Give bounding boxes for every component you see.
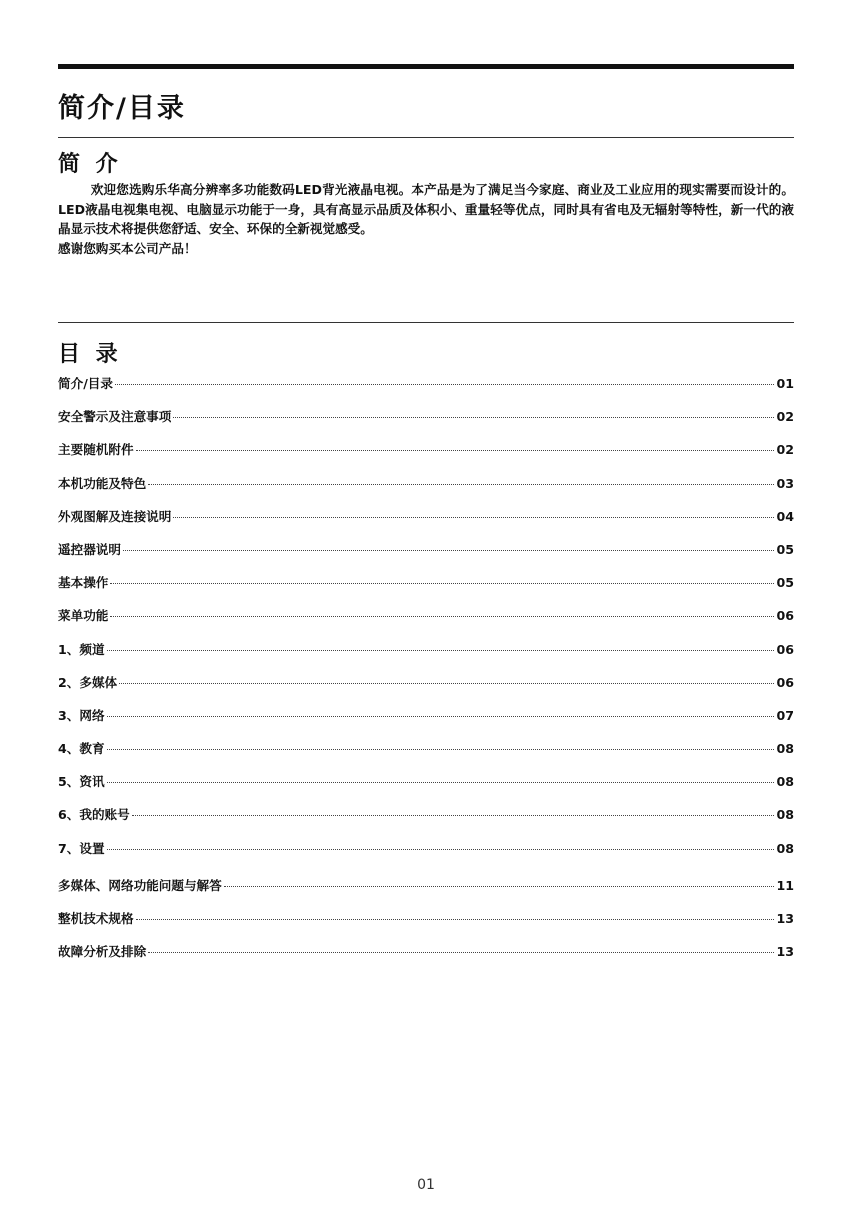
toc-entry-page: 08 xyxy=(776,774,794,790)
toc-entry-label: 主要随机附件 xyxy=(58,442,134,458)
toc-entry-label: 4、教育 xyxy=(58,741,105,757)
intro-body: 欢迎您选购乐华高分辨率多功能数码LED背光液晶电视。本产品是为了满足当今家庭、商业及工业应用的现实需要而设计的。LED液晶电视集电视、电脑显示功能于一身，具有高显示品质及体积小、重量轻等优点，同时具有省电及无辐射等特性，新一代的液晶显示技术将提供您舒适、安全、环保的全新视觉感受。 xyxy=(58,182,794,236)
toc-title: 目 录 xyxy=(58,342,122,367)
toc-entry-label: 1、频道 xyxy=(58,641,105,657)
toc-entry-page: 01 xyxy=(776,376,794,391)
toc-dot-leader xyxy=(148,952,774,953)
toc-dot-leader xyxy=(119,683,774,684)
toc-entry-page: 05 xyxy=(776,541,794,557)
toc-entry-label: 多媒体、网络功能问题与解答 xyxy=(58,877,222,893)
toc-entry[interactable] xyxy=(58,804,794,837)
toc-entry-page: 08 xyxy=(776,741,794,757)
toc-entry-label: 基本操作 xyxy=(58,575,109,591)
toc-dot-leader xyxy=(107,782,775,783)
toc-entry[interactable] xyxy=(58,373,794,406)
intro-title: 简 介 xyxy=(58,152,122,177)
toc-entry-page: 13 xyxy=(776,911,794,926)
toc-entry[interactable] xyxy=(58,838,794,871)
intro-paragraph xyxy=(58,180,794,258)
toc-entry[interactable] xyxy=(58,506,794,539)
toc-dot-leader xyxy=(224,886,775,887)
toc-dot-leader xyxy=(107,716,775,717)
toc-dot-leader xyxy=(132,815,775,816)
page-title: 简介/目录 xyxy=(58,93,186,124)
toc-entry[interactable] xyxy=(58,439,794,472)
toc-dot-leader xyxy=(110,616,774,617)
toc-entry-page: 06 xyxy=(776,674,794,690)
toc-dot-leader xyxy=(107,749,775,750)
toc-entry[interactable] xyxy=(58,406,794,439)
toc-entry[interactable] xyxy=(58,639,794,672)
toc-dot-leader xyxy=(173,417,774,418)
toc-dot-leader xyxy=(136,450,775,451)
toc-entry[interactable] xyxy=(58,738,794,771)
toc-entry-page: 03 xyxy=(776,475,794,491)
toc-entry-label: 3、网络 xyxy=(58,707,105,723)
toc-entry-label: 遥控器说明 xyxy=(58,541,121,557)
toc-entry[interactable] xyxy=(58,572,794,605)
top-rule xyxy=(58,64,794,69)
toc-entry-label: 故障分析及排除 xyxy=(58,944,147,960)
toc-entry[interactable] xyxy=(58,908,794,941)
toc-entry-label: 7、设置 xyxy=(58,840,105,856)
toc-entry[interactable] xyxy=(58,539,794,572)
toc-dot-leader xyxy=(110,583,774,584)
toc-entry-label: 本机功能及特色 xyxy=(58,475,147,491)
toc-entry-page: 08 xyxy=(776,840,794,856)
toc-entry-page: 13 xyxy=(776,944,794,960)
toc-entry-label: 菜单功能 xyxy=(58,608,109,624)
toc-entry-page: 07 xyxy=(776,707,794,723)
toc-entry[interactable] xyxy=(58,473,794,506)
toc-dot-leader xyxy=(107,849,775,850)
toc-dot-leader xyxy=(148,484,774,485)
toc-entry[interactable] xyxy=(58,941,794,974)
toc-entry-page: 04 xyxy=(776,508,794,524)
toc-entry-page: 11 xyxy=(776,877,794,893)
toc-entry-page: 02 xyxy=(776,442,794,458)
toc-entry[interactable] xyxy=(58,672,794,705)
page-number: 01 xyxy=(417,1177,435,1193)
toc-dot-leader xyxy=(115,384,774,385)
toc-entry-page: 06 xyxy=(776,608,794,624)
toc-entry-label: 简介/目录 xyxy=(58,376,113,391)
toc-entry-label: 6、我的账号 xyxy=(58,807,130,823)
table-of-contents xyxy=(58,373,794,974)
toc-entry-label: 安全警示及注意事项 xyxy=(58,409,172,425)
toc-dot-leader xyxy=(123,550,775,551)
toc-entry-page: 02 xyxy=(776,409,794,425)
toc-dot-leader xyxy=(107,650,775,651)
toc-entry-page: 06 xyxy=(776,641,794,657)
toc-entry[interactable] xyxy=(58,771,794,804)
toc-entry[interactable] xyxy=(58,875,794,908)
divider xyxy=(58,322,794,323)
toc-entry-page: 08 xyxy=(776,807,794,823)
toc-entry-label: 整机技术规格 xyxy=(58,911,134,926)
toc-entry-label: 外观图解及连接说明 xyxy=(58,508,172,524)
toc-entry-label: 2、多媒体 xyxy=(58,674,118,690)
toc-dot-leader xyxy=(173,517,774,518)
toc-entry-page: 05 xyxy=(776,575,794,591)
toc-entry[interactable] xyxy=(58,605,794,638)
intro-thanks: 感谢您购买本公司产品！ xyxy=(58,240,197,256)
divider xyxy=(58,137,794,138)
toc-dot-leader xyxy=(136,919,775,920)
toc-entry[interactable] xyxy=(58,705,794,738)
toc-entry-label: 5、资讯 xyxy=(58,774,105,790)
